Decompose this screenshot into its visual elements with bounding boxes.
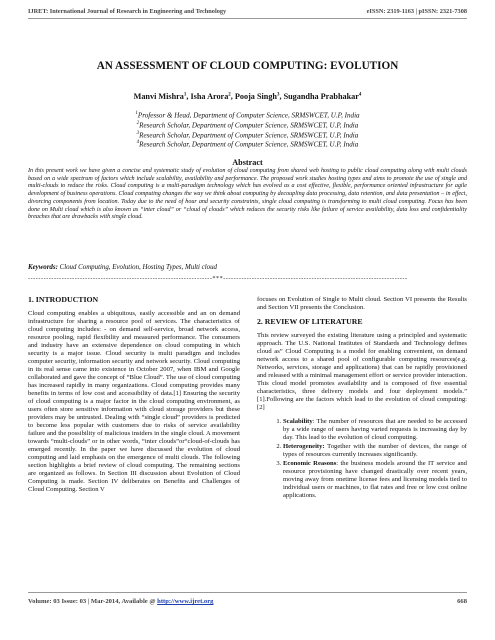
paper-title: AN ASSESSMENT OF CLOUD COMPUTING: EVOLUTION — [96, 60, 399, 72]
introduction-text: Cloud computing enables a ubiquitous, easily accessible and an on demand infrastructure for sharing a resource pool of services. The characteristics of cloud computing includes: - on demand self-service, broad network access, resource pooling, rapid flexibility and measured performance. The consumers and industry have an extensive dependence on cloud computing in which security is a major issue. Cloud security is multi paradigm and includes computer security, information security and network security. Cloud computing in its real sense came into existence in October 2007, when IBM and Google collaborated and gave the concept of “Blue Cloud”. The use of cloud computing has increased rapidly in many organizations. Cloud computing provides many benefits in terms of low cost and accessibility of data.[1] Ensuring the security of cloud computing is a major factor in the cloud computing environment, as users often store sensitive information with cloud storage providers but these providers may be untrusted. Dealing with “single cloud” providers is predicted to become less popular with customers due to risks of service availability failure and the possibility of malicious insiders in the single cloud. A movement towards “multi-clouds” or in other words, “inter clouds”or“cloud-of-clouds has emerged recently. In the paper we have discussed the evolution of cloud computing and laid emphasis on the emergence of multi clouds. The following section highlights a brief review of cloud computing. The remaining sections are organized as follows. In Section III discussion about Evolution of Cloud Computing is made. Section IV deliberates on Benefits and Challenges of Cloud Computing. Section V — [28, 310, 240, 493]
keywords-text: Cloud Computing, Evolution, Hosting Types, Multi cloud — [59, 264, 217, 271]
affiliations — [28, 110, 467, 149]
author: Isha Arora — [190, 92, 229, 101]
author: Manvi Mishra — [133, 92, 184, 101]
left-column — [28, 296, 240, 500]
keywords — [28, 264, 467, 271]
section-separator: -----------------------------------------------------------------------***----------------------------------------------------------------------- — [28, 276, 408, 282]
factor-list — [257, 418, 467, 500]
section-heading-review: 2. REVIEW OF LITERATURE — [257, 317, 363, 326]
list-item: 2. Heterogeneity: Together with the number of devices, the range of types of resources currently increases significantly. — [283, 443, 467, 459]
keywords-label: Keywords: — [28, 264, 58, 271]
list-item: 3. Economic Reasons: the business models around the IT service and resource provisioning have changed drastically over recent years, moving away from onetime license fees and licensing models tied to individual users or machines, to flat rates and free or low cost online applications. — [283, 460, 467, 500]
right-column — [257, 296, 467, 501]
affiliation: $^4$Research Scholar, Department of Computer Science, SRMSWCET, U.P, India — [136, 140, 359, 149]
abstract-heading: Abstract — [232, 158, 263, 167]
journal-name: IJRET: International Journal of Research in Engineering and Technology — [28, 8, 227, 15]
abstract-text: In this present work we have given a concise and systematic study of evolution of cloud computing from shared web hosting to public cloud computing along with multi clouds based on a wide spectrum of factors which include scalability, availability and performance. The proposed work studies hosting types and aims to promote the use of single and multi-clouds to reduce the risks. Cloud computing is a multi-paradigm technology which has evolved as a cost effective, flexible, performance oriented infrastructure for agile development of business operations. Cloud computing changes the way we think about computing by decoupling data processing, data retention, and data presentation – in effect, divorcing components from location. Today due to the need of hour and security constraints, single cloud computing is transforming to multi cloud computing. Focus has been done on Multi cloud which is also known as “inter cloud” or “cloud of clouds” which reduces the security risks like failure of service availability, data loss and confidentiality breaches that are drawbacks with single cloud. — [28, 168, 467, 221]
author: Pooja Singh — [234, 92, 277, 101]
page-number: 668 — [457, 598, 467, 605]
introduction-continued: focuses on Evolution of Single to Multi cloud. Section VI presents the Results and Section VII presents the Conclusion. — [257, 296, 467, 311]
affiliation: $^3$Research Scholar, Department of Computer Science, SRMSWCET, U.P, India — [136, 130, 359, 139]
header-divider — [28, 18, 467, 19]
footer-volume: Volume: 03 Issue: 03 | Mar-2014, Available @ http://www.ijret.org — [28, 598, 214, 605]
affiliation: $^1$Professor & Head, Department of Computer Science, SRMSWCET, U.P, India — [135, 111, 360, 120]
author-list: Manvi Mishra$^1$, Isha Arora$^2$, Pooja Singh$^3$, Sugandha Prabhakar$^4$ — [133, 92, 362, 101]
affiliation: $^2$Research Scholar, Department of Computer Science, SRMSWCET, U.P, India — [136, 120, 359, 130]
journal-link[interactable]: http://www.ijret.org — [157, 598, 214, 605]
list-item: 1. Scalability: The number of resources that are needed to be accessed by a wide range of users having varied requests is increasing day by day. This lead to the evolution of cloud computing. — [283, 418, 467, 442]
footer-divider — [28, 592, 467, 593]
review-text: This review surveyed the existing literature using a principled and systematic approach. The U.S. National Institutes of Standards and Technology defines cloud as” Cloud Computing is a model for enabling convenient, on demand network access to a shared pool of configurable computing resources(e.g. Networks, services, storage and applications) that can be rapidly provisioned and released with a minimal management effort or service provider interaction. This cloud model promotes availability and is composed of five essential characteristics, three delivery models and four deployment models.” [1].Following are the factors which lead to the evolution of cloud computing: [2] — [257, 332, 467, 411]
running-header — [28, 8, 467, 15]
section-heading-introduction: 1. INTRODUCTION — [28, 295, 99, 304]
page-footer — [28, 598, 467, 605]
issn: eISSN: 2319-1163 | pISSN: 2321-7308 — [366, 8, 467, 15]
author: Sugandha Prabhakar — [283, 92, 359, 101]
